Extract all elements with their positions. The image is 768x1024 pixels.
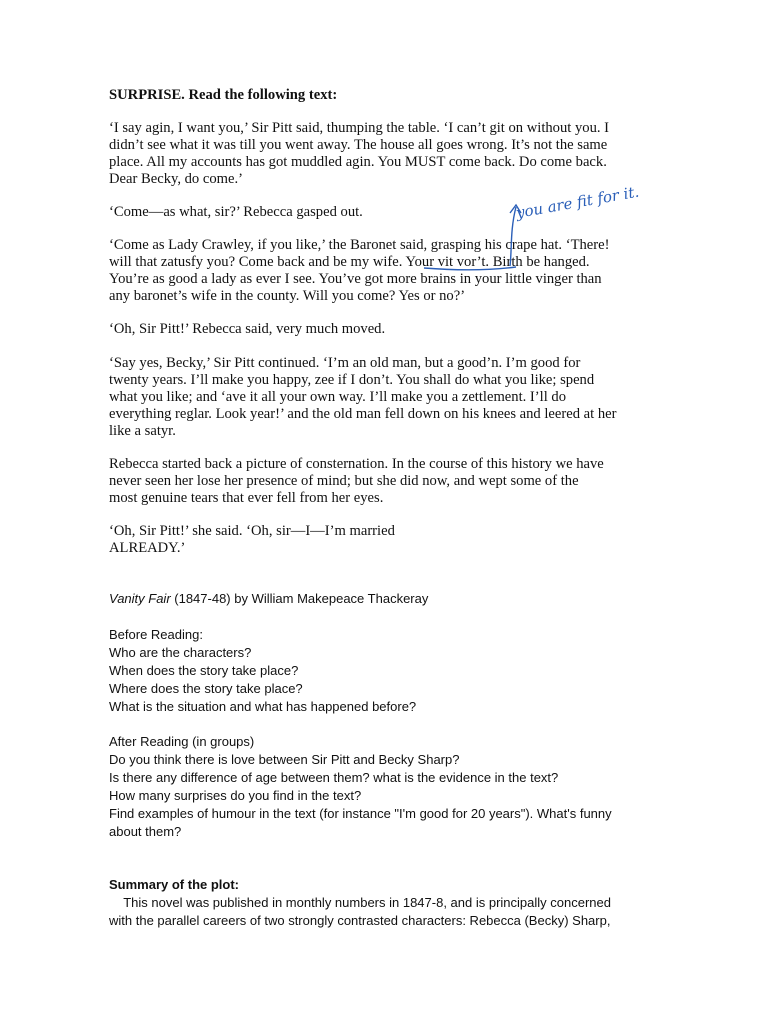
question-item: Do you think there is love between Sir Pitt and Becky Sharp? — [109, 752, 460, 767]
summary-section — [109, 876, 654, 930]
page-heading: SURPRISE. Read the following text: — [109, 87, 338, 103]
passage-line: ‘Say yes, Becky,’ Sir Pitt continued. ‘I’m an old man, but a good’n. I’m good for — [109, 355, 581, 371]
question-item: Find examples of humour in the text (for instance "I'm good for 20 years"). What's funny — [109, 806, 612, 821]
passage-line: ‘Oh, Sir Pitt!’ she said. ‘Oh, sir—I—I’m married — [109, 523, 395, 539]
question-item: What is the situation and what has happened before? — [109, 699, 417, 714]
passage-line: what you like; and ‘ave it all your own way. I’ll make you a zettlement. I’ll do — [109, 389, 566, 405]
passage-paragraph-2 — [109, 204, 654, 221]
passage-line: Dear Becky, do come.’ — [109, 171, 243, 187]
passage-line: will that zatusfy you? Come back and be my wife. Your vit vor’t. Birth be hanged. — [109, 254, 590, 270]
question-item: about them? — [109, 824, 182, 839]
question-item: How many surprises do you find in the text? — [109, 788, 362, 803]
after-reading-heading: After Reading (in groups) — [109, 734, 255, 749]
passage-line: twenty years. I’ll make you happy, zee if I don’t. You shall do what you like; spend — [109, 372, 595, 388]
passage-line: ALREADY.’ — [109, 540, 186, 556]
passage-line: ‘Oh, Sir Pitt!’ Rebecca said, very much moved. — [109, 321, 386, 337]
passage-paragraph-1 — [109, 120, 654, 188]
question-item: When does the story take place? — [109, 663, 299, 678]
passage-line: any baronet’s wife in the county. Will you come? Yes or no?’ — [109, 288, 466, 304]
passage-line: most genuine tears that ever fell from her eyes. — [109, 490, 384, 506]
passage-line: didn’t see what it was till you went away. The house all goes wrong. It’s not the same — [109, 137, 608, 153]
before-reading-heading: Before Reading: — [109, 627, 203, 642]
summary-line: This novel was published in monthly numbers in 1847-8, and is principally concerned — [109, 895, 611, 910]
summary-line: with the parallel careers of two strongly contrasted characters: Rebecca (Becky) Sharp, — [109, 913, 611, 928]
handwritten-note: you are fit for it. — [514, 182, 641, 222]
passage-line: ‘Come as Lady Crawley, if you like,’ the Baronet said, grasping his crape hat. ‘There! — [109, 237, 610, 253]
passage-line: Rebecca started back a picture of consternation. In the course of this history we have — [109, 456, 604, 472]
passage-line: everything reglar. Look year!’ and the old man fell down on his knees and leered at her — [109, 406, 617, 422]
question-item: Where does the story take place? — [109, 681, 303, 696]
passage-paragraph-6 — [109, 456, 654, 507]
passage-paragraph-7 — [109, 523, 654, 557]
source-details: (1847-48) by William Makepeace Thackeray — [170, 591, 429, 606]
passage-paragraph-3 — [109, 237, 654, 305]
passage-paragraph-4 — [109, 321, 654, 338]
source-title: Vanity Fair — [109, 591, 171, 606]
passage-line: You’re as good a lady as ever I see. You’ve got more brains in your little vinger than — [109, 271, 602, 287]
before-reading-section — [109, 626, 654, 716]
passage-line: never seen her lose her presence of mind; but she did now, and wept some of the — [109, 473, 579, 489]
passage-line: place. All my accounts has got muddled agin. You MUST come back. Do come back. — [109, 154, 607, 170]
question-item: Is there any difference of age between them? what is the evidence in the text? — [109, 770, 559, 785]
passage-line: ‘I say agin, I want you,’ Sir Pitt said, thumping the table. ‘I can’t git on without you. I — [109, 120, 610, 136]
passage-line: like a satyr. — [109, 423, 176, 439]
summary-heading: Summary of the plot: — [109, 877, 240, 892]
source-citation — [109, 590, 654, 608]
passage-line: ‘Come—as what, sir?’ Rebecca gasped out. — [109, 204, 363, 220]
after-reading-section — [109, 733, 654, 841]
question-item: Who are the characters? — [109, 645, 252, 660]
passage-paragraph-5 — [109, 355, 654, 440]
